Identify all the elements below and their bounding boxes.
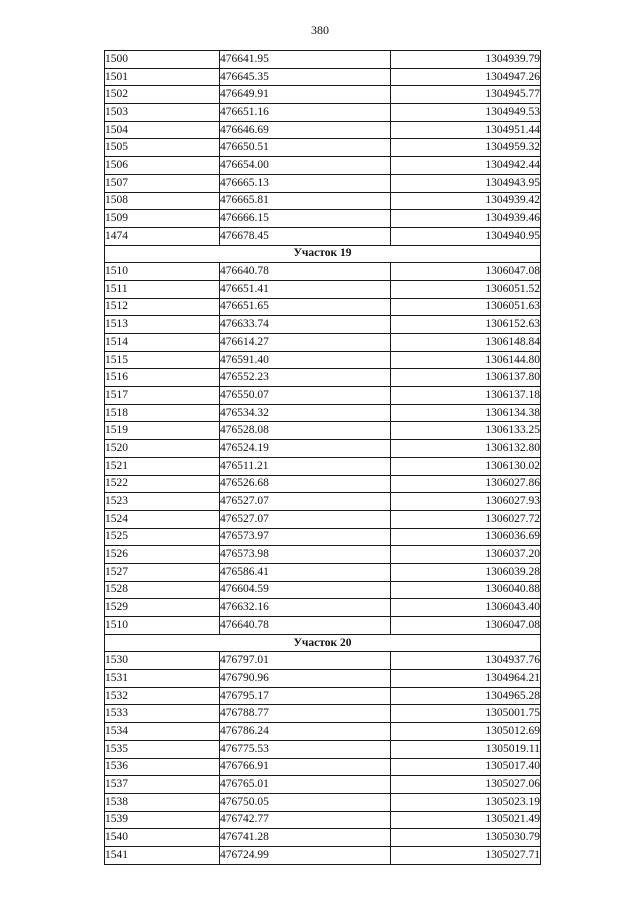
- page-number: 380: [311, 23, 329, 37]
- x-coordinate-cell: 476724.99: [220, 846, 391, 864]
- x-coordinate-cell: 476527.07: [220, 510, 391, 528]
- x-coordinate-cell: 476678.45: [220, 227, 391, 245]
- y-coordinate-cell: 1304964.21: [391, 670, 541, 688]
- y-coordinate-cell: 1306144.80: [391, 351, 541, 369]
- point-number-cell: 1511: [105, 280, 220, 298]
- x-coordinate-cell: 476765.01: [220, 776, 391, 794]
- y-coordinate-cell: 1306134.38: [391, 404, 541, 422]
- point-number-cell: 1531: [105, 670, 220, 688]
- section-title: Участок 20: [105, 634, 541, 652]
- table-row: [105, 457, 541, 475]
- x-coordinate-cell: 476526.68: [220, 475, 391, 493]
- table-row: [105, 599, 541, 617]
- x-coordinate-cell: 476665.81: [220, 192, 391, 210]
- y-coordinate-cell: 1304959.32: [391, 139, 541, 157]
- point-number-cell: 1537: [105, 776, 220, 794]
- point-number-cell: 1519: [105, 422, 220, 440]
- coordinates-table-body: [105, 51, 541, 865]
- x-coordinate-cell: 476524.19: [220, 440, 391, 458]
- table-row: [105, 369, 541, 387]
- y-coordinate-cell: 1304939.42: [391, 192, 541, 210]
- table-row: [105, 174, 541, 192]
- x-coordinate-cell: 476654.00: [220, 157, 391, 175]
- y-coordinate-cell: 1306130.02: [391, 457, 541, 475]
- point-number-cell: 1529: [105, 599, 220, 617]
- point-number-cell: 1474: [105, 227, 220, 245]
- point-number-cell: 1525: [105, 528, 220, 546]
- table-row: [105, 475, 541, 493]
- y-coordinate-cell: 1304937.76: [391, 652, 541, 670]
- table-row: [105, 263, 541, 281]
- point-number-cell: 1524: [105, 510, 220, 528]
- y-coordinate-cell: 1304945.77: [391, 86, 541, 104]
- point-number-cell: 1517: [105, 387, 220, 405]
- coordinates-table: [104, 50, 541, 865]
- point-number-cell: 1534: [105, 723, 220, 741]
- y-coordinate-cell: 1305027.06: [391, 776, 541, 794]
- table-row: [105, 687, 541, 705]
- table-row: [105, 351, 541, 369]
- table-row: [105, 227, 541, 245]
- point-number-cell: 1518: [105, 404, 220, 422]
- point-number-cell: 1515: [105, 351, 220, 369]
- x-coordinate-cell: 476795.17: [220, 687, 391, 705]
- table-row: [105, 563, 541, 581]
- section-row: [105, 634, 541, 652]
- x-coordinate-cell: 476790.96: [220, 670, 391, 688]
- y-coordinate-cell: 1304940.95: [391, 227, 541, 245]
- point-number-cell: 1500: [105, 51, 220, 69]
- y-coordinate-cell: 1306133.25: [391, 422, 541, 440]
- y-coordinate-cell: 1305027.71: [391, 846, 541, 864]
- y-coordinate-cell: 1306037.20: [391, 546, 541, 564]
- point-number-cell: 1510: [105, 263, 220, 281]
- table-row: [105, 510, 541, 528]
- point-number-cell: 1510: [105, 617, 220, 635]
- x-coordinate-cell: 476573.98: [220, 546, 391, 564]
- x-coordinate-cell: 476666.15: [220, 210, 391, 228]
- table-row: [105, 493, 541, 511]
- point-number-cell: 1512: [105, 298, 220, 316]
- y-coordinate-cell: 1306047.08: [391, 263, 541, 281]
- x-coordinate-cell: 476550.07: [220, 387, 391, 405]
- table-row: [105, 334, 541, 352]
- x-coordinate-cell: 476528.08: [220, 422, 391, 440]
- x-coordinate-cell: 476650.51: [220, 139, 391, 157]
- table-row: [105, 280, 541, 298]
- point-number-cell: 1523: [105, 493, 220, 511]
- y-coordinate-cell: 1306039.28: [391, 563, 541, 581]
- table-row: [105, 104, 541, 122]
- x-coordinate-cell: 476640.78: [220, 263, 391, 281]
- y-coordinate-cell: 1305023.19: [391, 793, 541, 811]
- table-row: [105, 121, 541, 139]
- x-coordinate-cell: 476766.91: [220, 758, 391, 776]
- x-coordinate-cell: 476552.23: [220, 369, 391, 387]
- y-coordinate-cell: 1306051.52: [391, 280, 541, 298]
- y-coordinate-cell: 1306152.63: [391, 316, 541, 334]
- section-title: Участок 19: [105, 245, 541, 263]
- point-number-cell: 1502: [105, 86, 220, 104]
- table-row: [105, 528, 541, 546]
- table-row: [105, 652, 541, 670]
- point-number-cell: 1501: [105, 68, 220, 86]
- point-number-cell: 1514: [105, 334, 220, 352]
- point-number-cell: 1506: [105, 157, 220, 175]
- point-number-cell: 1526: [105, 546, 220, 564]
- point-number-cell: 1541: [105, 846, 220, 864]
- x-coordinate-cell: 476604.59: [220, 581, 391, 599]
- point-number-cell: 1522: [105, 475, 220, 493]
- table-row: [105, 546, 541, 564]
- section-row: [105, 245, 541, 263]
- x-coordinate-cell: 476640.78: [220, 617, 391, 635]
- y-coordinate-cell: 1306043.40: [391, 599, 541, 617]
- y-coordinate-cell: 1306137.80: [391, 369, 541, 387]
- table-row: [105, 316, 541, 334]
- y-coordinate-cell: 1304947.26: [391, 68, 541, 86]
- table-row: [105, 829, 541, 847]
- x-coordinate-cell: 476527.07: [220, 493, 391, 511]
- y-coordinate-cell: 1306051.63: [391, 298, 541, 316]
- point-number-cell: 1536: [105, 758, 220, 776]
- y-coordinate-cell: 1306027.86: [391, 475, 541, 493]
- x-coordinate-cell: 476788.77: [220, 705, 391, 723]
- table-row: [105, 86, 541, 104]
- point-number-cell: 1527: [105, 563, 220, 581]
- x-coordinate-cell: 476750.05: [220, 793, 391, 811]
- y-coordinate-cell: 1306137.18: [391, 387, 541, 405]
- x-coordinate-cell: 476586.41: [220, 563, 391, 581]
- x-coordinate-cell: 476651.65: [220, 298, 391, 316]
- x-coordinate-cell: 476665.13: [220, 174, 391, 192]
- table-row: [105, 157, 541, 175]
- point-number-cell: 1508: [105, 192, 220, 210]
- y-coordinate-cell: 1306148.84: [391, 334, 541, 352]
- point-number-cell: 1528: [105, 581, 220, 599]
- y-coordinate-cell: 1304942.44: [391, 157, 541, 175]
- x-coordinate-cell: 476614.27: [220, 334, 391, 352]
- y-coordinate-cell: 1304949.53: [391, 104, 541, 122]
- x-coordinate-cell: 476573.97: [220, 528, 391, 546]
- y-coordinate-cell: 1304939.79: [391, 51, 541, 69]
- point-number-cell: 1538: [105, 793, 220, 811]
- y-coordinate-cell: 1305030.79: [391, 829, 541, 847]
- y-coordinate-cell: 1304951.44: [391, 121, 541, 139]
- table-row: [105, 298, 541, 316]
- table-row: [105, 811, 541, 829]
- y-coordinate-cell: 1306040.88: [391, 581, 541, 599]
- table-row: [105, 617, 541, 635]
- point-number-cell: 1516: [105, 369, 220, 387]
- table-row: [105, 776, 541, 794]
- y-coordinate-cell: 1305012.69: [391, 723, 541, 741]
- y-coordinate-cell: 1305001.75: [391, 705, 541, 723]
- table-row: [105, 210, 541, 228]
- x-coordinate-cell: 476646.69: [220, 121, 391, 139]
- y-coordinate-cell: 1306027.93: [391, 493, 541, 511]
- y-coordinate-cell: 1306036.69: [391, 528, 541, 546]
- point-number-cell: 1507: [105, 174, 220, 192]
- point-number-cell: 1504: [105, 121, 220, 139]
- point-number-cell: 1521: [105, 457, 220, 475]
- point-number-cell: 1513: [105, 316, 220, 334]
- x-coordinate-cell: 476649.91: [220, 86, 391, 104]
- point-number-cell: 1509: [105, 210, 220, 228]
- table-row: [105, 723, 541, 741]
- table-row: [105, 192, 541, 210]
- point-number-cell: 1520: [105, 440, 220, 458]
- x-coordinate-cell: 476641.95: [220, 51, 391, 69]
- point-number-cell: 1532: [105, 687, 220, 705]
- x-coordinate-cell: 476741.28: [220, 829, 391, 847]
- y-coordinate-cell: 1305017.40: [391, 758, 541, 776]
- x-coordinate-cell: 476786.24: [220, 723, 391, 741]
- table-row: [105, 793, 541, 811]
- table-row: [105, 581, 541, 599]
- x-coordinate-cell: 476651.16: [220, 104, 391, 122]
- point-number-cell: 1505: [105, 139, 220, 157]
- table-row: [105, 51, 541, 69]
- y-coordinate-cell: 1305021.49: [391, 811, 541, 829]
- x-coordinate-cell: 476797.01: [220, 652, 391, 670]
- y-coordinate-cell: 1306047.08: [391, 617, 541, 635]
- x-coordinate-cell: 476534.32: [220, 404, 391, 422]
- table-row: [105, 440, 541, 458]
- table-row: [105, 404, 541, 422]
- y-coordinate-cell: 1304943.95: [391, 174, 541, 192]
- y-coordinate-cell: 1304939.46: [391, 210, 541, 228]
- table-row: [105, 422, 541, 440]
- x-coordinate-cell: 476632.16: [220, 599, 391, 617]
- y-coordinate-cell: 1306132.80: [391, 440, 541, 458]
- x-coordinate-cell: 476645.35: [220, 68, 391, 86]
- x-coordinate-cell: 476511.21: [220, 457, 391, 475]
- x-coordinate-cell: 476591.40: [220, 351, 391, 369]
- y-coordinate-cell: 1304965.28: [391, 687, 541, 705]
- table-row: [105, 670, 541, 688]
- x-coordinate-cell: 476651.41: [220, 280, 391, 298]
- point-number-cell: 1533: [105, 705, 220, 723]
- table-row: [105, 139, 541, 157]
- x-coordinate-cell: 476633.74: [220, 316, 391, 334]
- table-row: [105, 740, 541, 758]
- x-coordinate-cell: 476742.77: [220, 811, 391, 829]
- y-coordinate-cell: 1306027.72: [391, 510, 541, 528]
- point-number-cell: 1539: [105, 811, 220, 829]
- point-number-cell: 1540: [105, 829, 220, 847]
- point-number-cell: 1535: [105, 740, 220, 758]
- x-coordinate-cell: 476775.53: [220, 740, 391, 758]
- table-row: [105, 705, 541, 723]
- point-number-cell: 1503: [105, 104, 220, 122]
- table-row: [105, 68, 541, 86]
- point-number-cell: 1530: [105, 652, 220, 670]
- table-row: [105, 846, 541, 864]
- table-row: [105, 758, 541, 776]
- y-coordinate-cell: 1305019.11: [391, 740, 541, 758]
- table-row: [105, 387, 541, 405]
